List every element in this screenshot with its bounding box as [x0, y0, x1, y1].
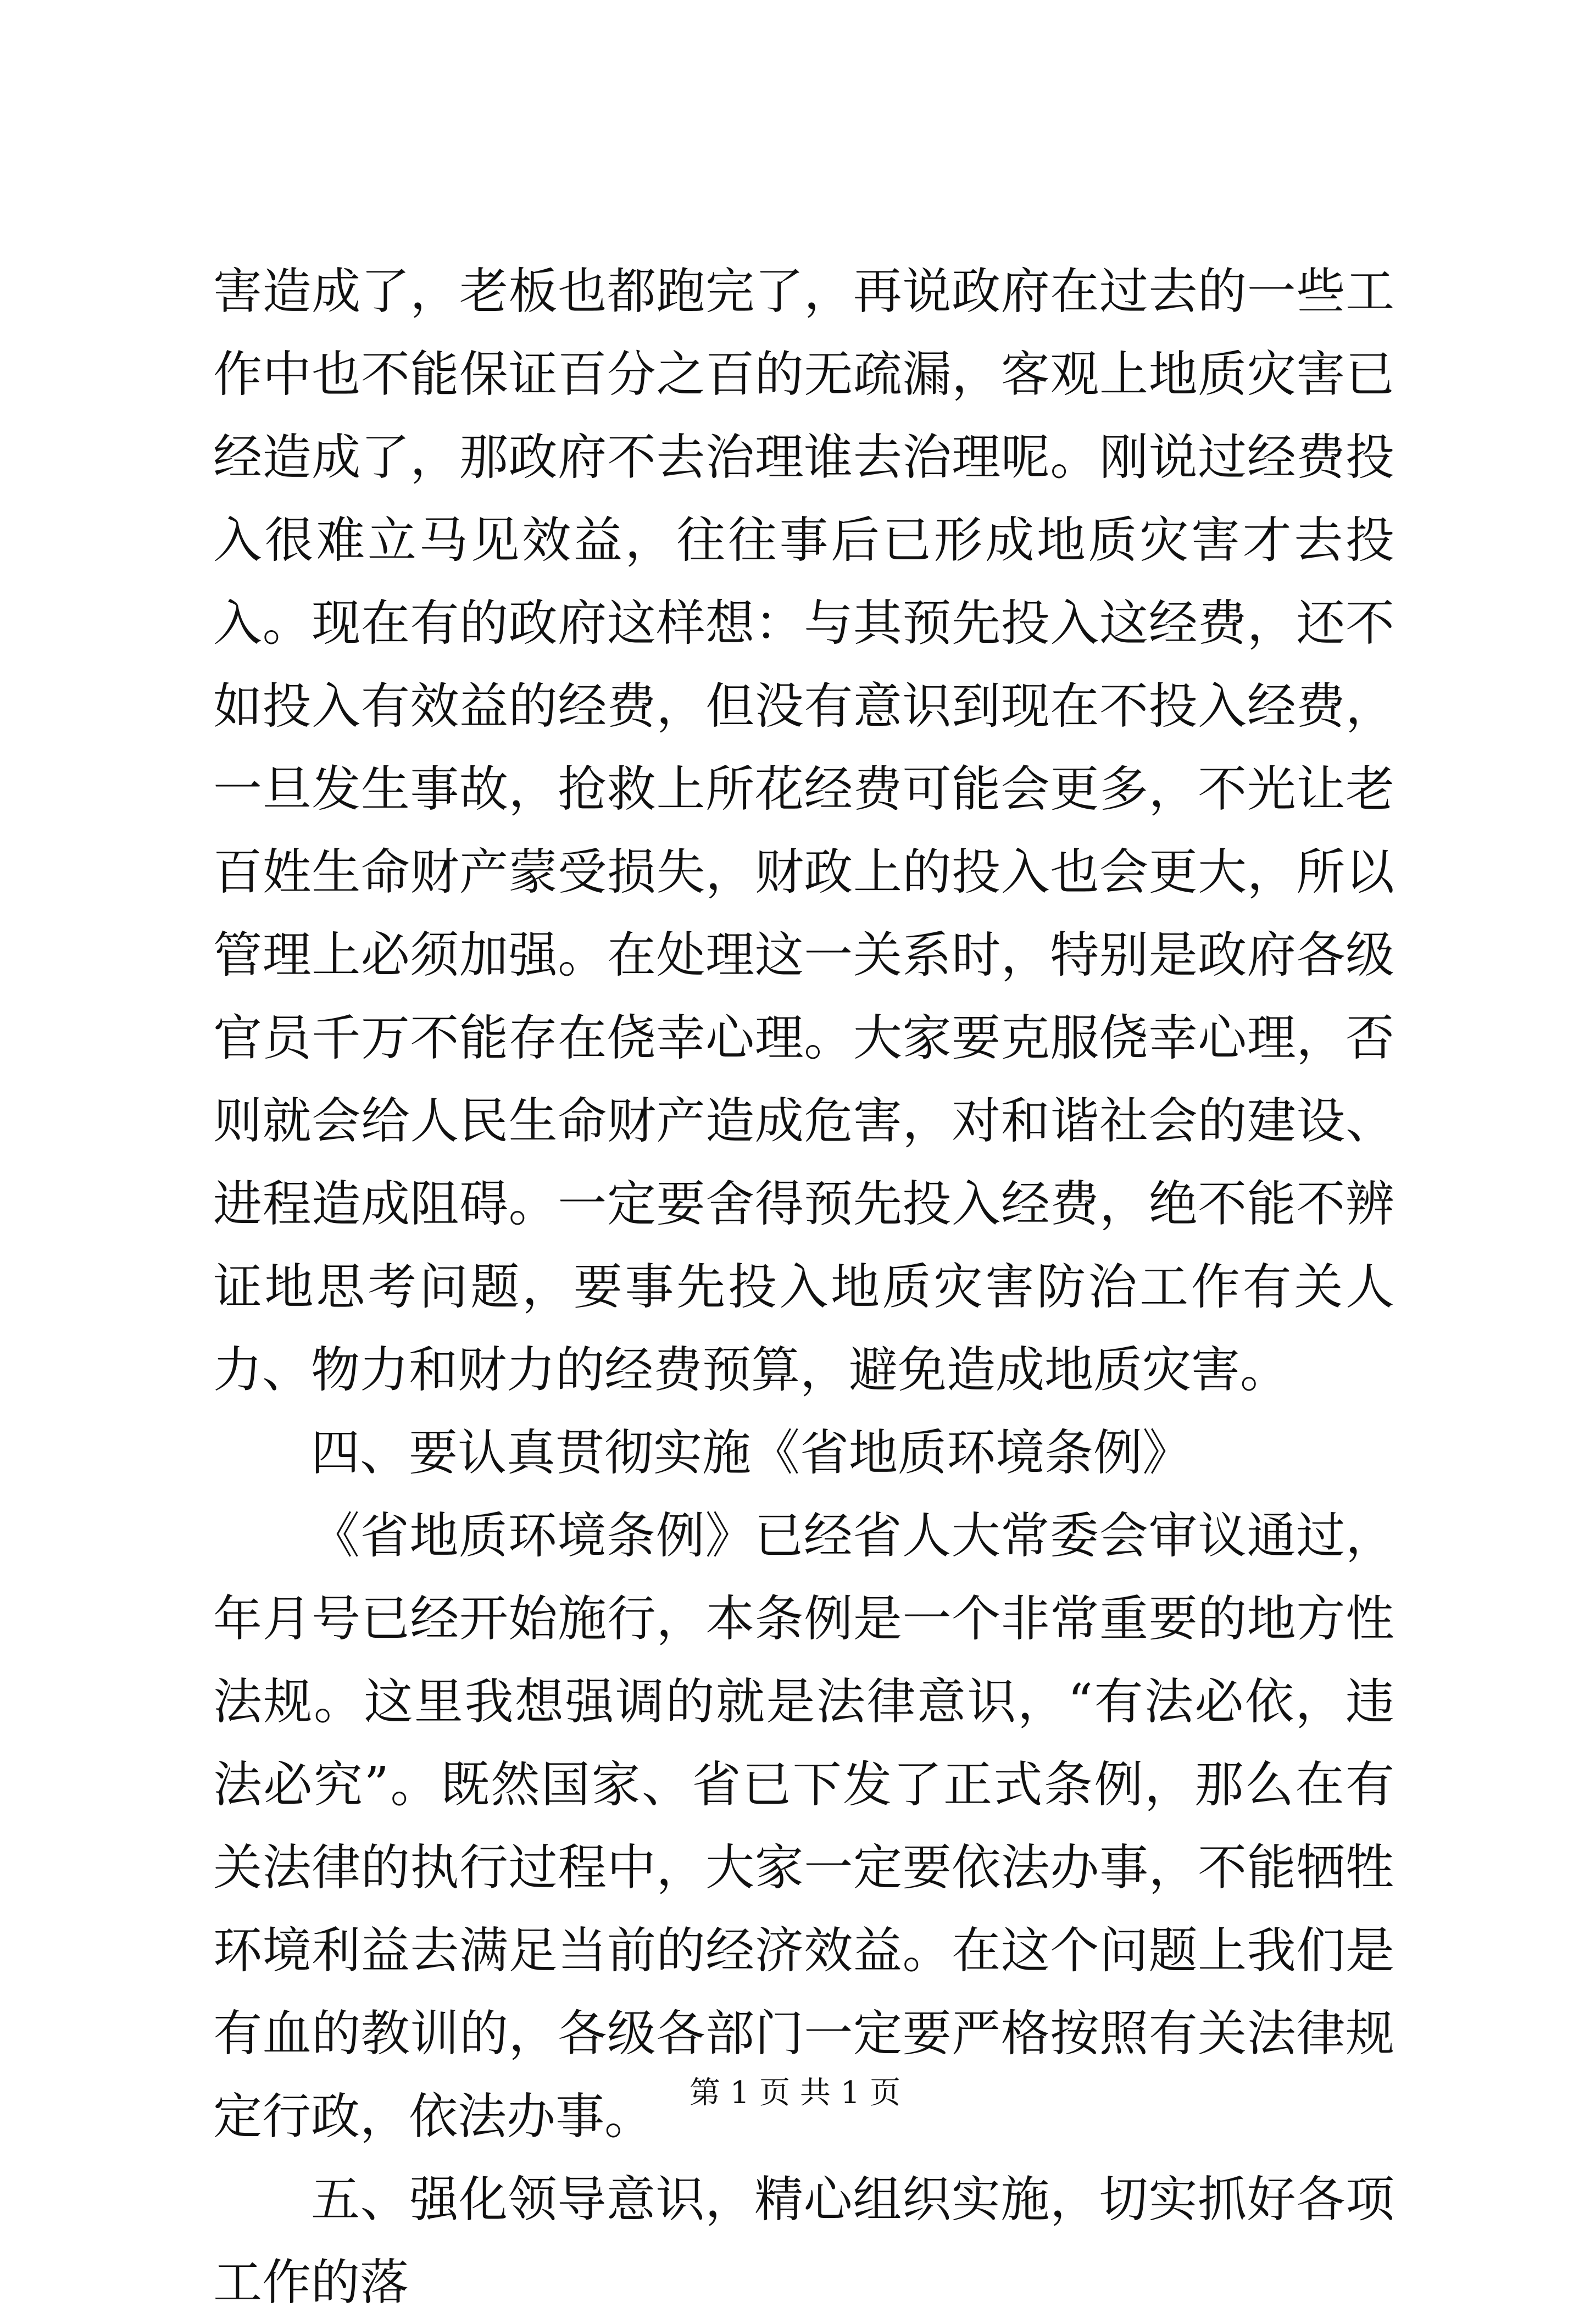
paragraph-continuation: 害造成了，老板也都跑完了，再说政府在过去的一些工作中也不能保证百分之百的无疏漏，客观上地质灾害已经造成了，那政府不去治理谁去治理呢。刚说过经费投入很难立马见效益，往往事后已形成地质灾害才去投入。现在有的政府这样想：与其预先投入这经费，还不如投入有效益的经费，但没有意识到现在不投入经费，一旦发生事故，抢救上所花经费可能会更多，不光让老百姓生命财产蒙受损失，财政上的投入也会更大，所以管理上必须加强。在处理这一关系时，特别是政府各级官员千万不能存在侥幸心理。大家要克服侥幸心理，否则就会给人民生命财产造成危害，对和谐社会的建设、进程造成阻碍。一定要舍得预先投入经费，绝不能不辨证地思考问题，要事先投入地质灾害防治工作有关人力、物力和财力的经费预算，避免造成地质灾害。 [213, 263, 1394, 1398]
page-footer: 第 1 页 共 1 页 [689, 2075, 901, 2111]
section-heading-five: 五、强化领导意识，精心组织实施，切实抓好各项工作的落 [213, 2171, 1394, 2311]
document-body [213, 250, 1394, 2324]
paragraph-regulation: 《省地质环境条例》已经省人大常委会审议通过，年月号已经开始施行，本条例是一个非常重要的地方性法规。这里我想强调的就是法律意识，“有法必依，违法必究”。既然国家、省已下发了正式条例，那么在有关法律的执行过程中，大家一定要依法办事，不能牺牲环境利益去满足当前的经济效益。在这个问题上我们是有血的教训的，各级各部门一定要严格按照有关法律规定行政，依法办事。 [213, 1507, 1394, 2145]
section-heading-four: 四、要认真贯彻实施《省地质环境条例》 [311, 1424, 1191, 1481]
